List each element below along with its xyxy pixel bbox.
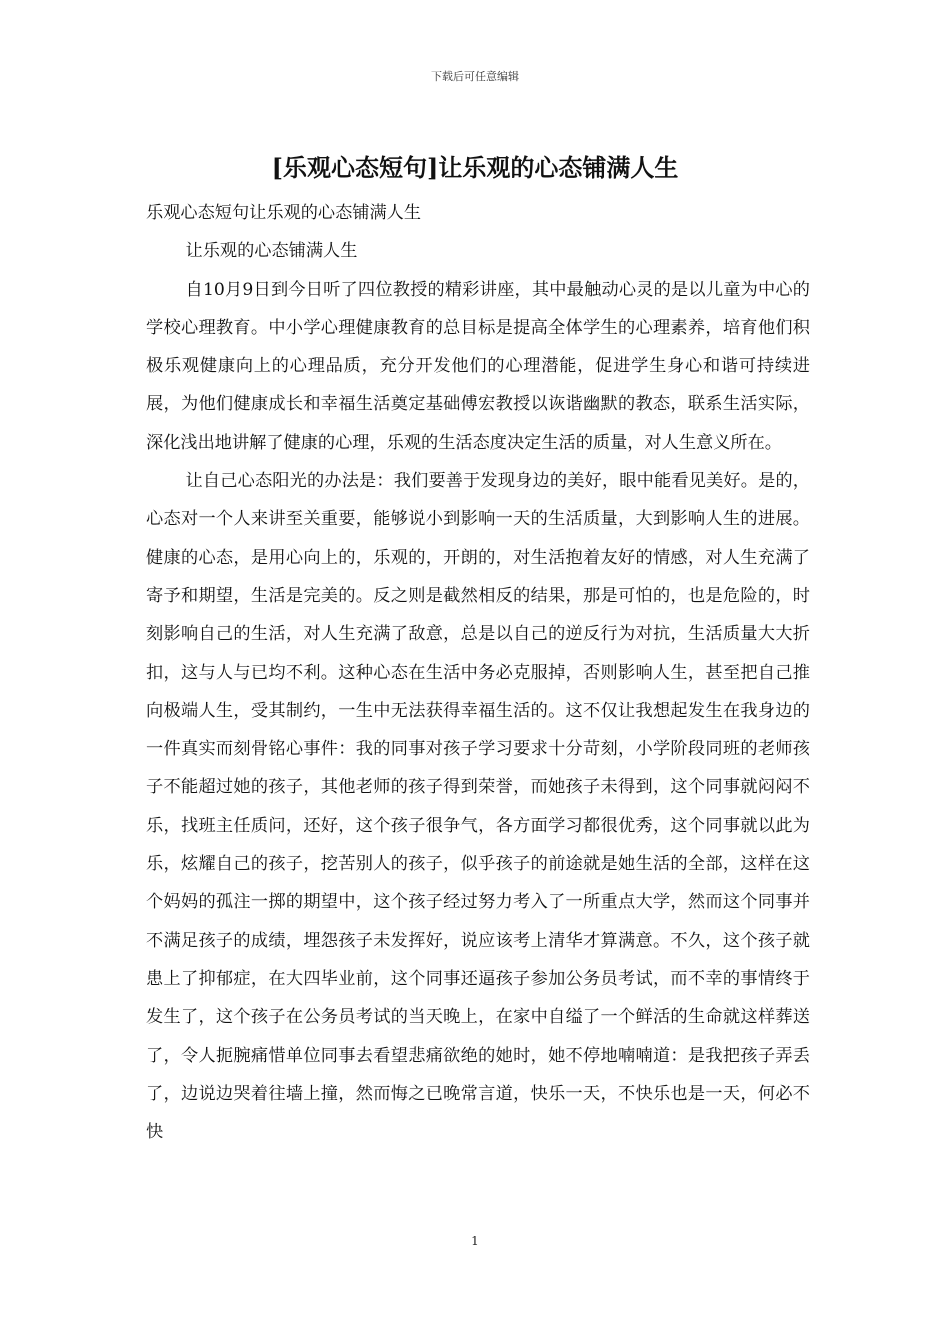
lead-line: 乐观心态短句让乐观的心态铺满人生 xyxy=(146,203,422,223)
page-number: 1 xyxy=(471,1234,479,1248)
document-body xyxy=(146,194,810,1151)
paragraph-2: 让自己心态阳光的办法是：我们要善于发现身边的美好，眼中能看见美好。是的，心态对一个人来讲至关重要，能够说小到影响一天的生活质量，大到影响人生的进展。健康的心态，是用心向上的，乐观的，开朗的，对生活抱着友好的情感，对人生充满了寄予和期望，生活是完美的。反之则是截然相反的结果，那是可怕的，也是危险的，时刻影响自己的生活，对人生充满了敌意，总是以自己的逆反行为对抗，生活质量大大折扣，这与人与已均不利。这种心态在生活中务必克服掉，否则影响人生，甚至把自己推向极端人生，受其制约，一生中无法获得幸福生活的。这不仅让我想起发生在我身边的一件真实而刻骨铭心事件：我的同事对孩子学习要求十分苛刻，小学阶段同班的老师孩子不能超过她的孩子，其他老师的孩子得到荣誉，而她孩子未得到，这个同事就闷闷不乐，找班主任质问，还好，这个孩子很争气，各方面学习都很优秀，这个同事就以此为乐，炫耀自己的孩子，挖苦别人的孩子，似乎孩子的前途就是她生活的全部，这样在这个妈妈的孤注一掷的期望中，这个孩子经过努力考入了一所重点大学，然而这个同事并不满足孩子的成绩，埋怨孩子未发挥好，说应该考上清华才算满意。不久，这个孩子就患上了抑郁症，在大四毕业前，这个同事还逼孩子参加公务员考试，而不幸的事情终于发生了，这个孩子在公务员考试的当天晚上，在家中自缢了一个鲜活的生命就这样葬送了，令人扼腕痛惜单位同事去看望悲痛欲绝的她时，她不停地喃喃道：是我把孩子弄丢了，边说边哭着往墙上撞，然而悔之已晚常言道，快乐一天，不快乐也是一天，何必不快 xyxy=(146,471,810,1143)
document-title: [乐观心态短句]让乐观的心态铺满人生 xyxy=(271,153,679,182)
subtitle: 让乐观的心态铺满人生 xyxy=(185,241,358,262)
paragraph-1: 自10月9日到今日听了四位教授的精彩讲座，其中最触动心灵的是以儿童为中心的学校心理教育。中小学心理健康教育的总目标是提高全体学生的心理素养，培育他们积极乐观健康向上的心理品质，充分开发他们的心理潜能，促进学生身心和谐可持续进展，为他们健康成长和幸福生活奠定基础傅宏教授以诙谐幽默的教态，联系生活实际，深化浅出地讲解了健康的心理，乐观的生活态度决定生活的质量，对人生意义所在。 xyxy=(146,279,810,453)
page-header-note: 下载后可任意编辑 xyxy=(431,70,519,83)
